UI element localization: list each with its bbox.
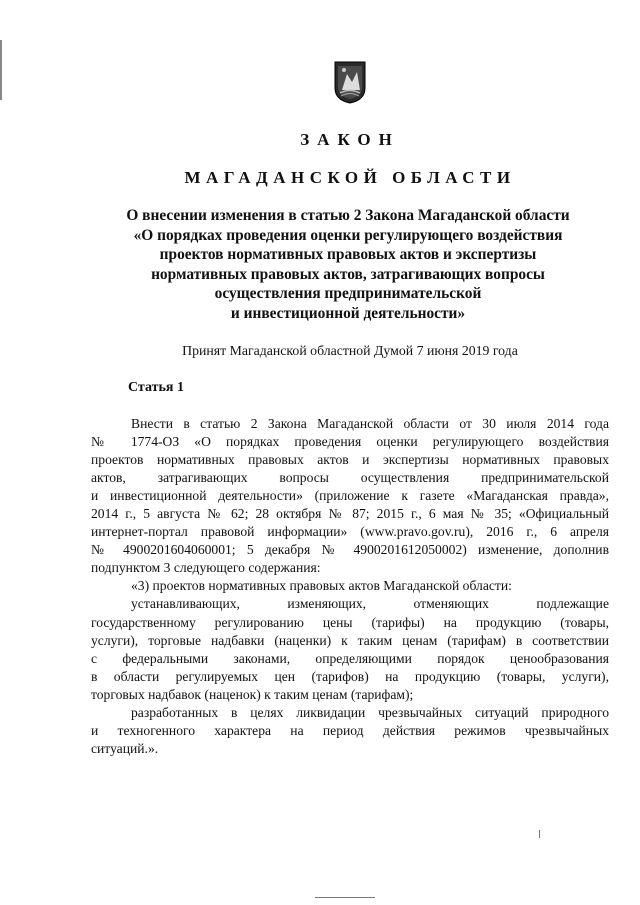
subject-line: «О порядках проведения оценки регулирующего воздействия bbox=[133, 226, 563, 244]
body-line: проектов нормативных правовых актов и экспертизы нормативных правовых bbox=[91, 452, 609, 468]
body-line: и техногенного характера на период действия режимов чрезвычайных bbox=[91, 722, 609, 738]
coat-of-arms-icon bbox=[333, 60, 367, 104]
document-type-title: ЗАКОН bbox=[300, 130, 400, 149]
body-line: в области регулируемых цен (тарифов) на продукцию (товары, услуги), bbox=[91, 668, 609, 684]
subject-line: осуществления предпринимательской bbox=[214, 285, 482, 303]
body-line: устанавливающих, изменяющих, отменяющих подлежащие bbox=[131, 596, 609, 612]
body-line: № 4900201604060001; 5 декабря № 4900201612050002) изменение, дополнив bbox=[91, 542, 609, 558]
subject-line: проектов нормативных правовых актов и экспертизы bbox=[159, 246, 537, 264]
scan-artifact bbox=[539, 830, 540, 838]
subject-line: и инвестиционной деятельности» bbox=[230, 304, 466, 322]
subject-line: нормативных правовых актов, затрагивающих вопросы bbox=[151, 265, 545, 283]
body-line: 2014 г., 5 августа № 62; 28 октября № 87; 2015 г., 6 мая № 35; «Официальный bbox=[91, 506, 609, 522]
article-body bbox=[91, 415, 609, 758]
scan-artifact bbox=[315, 897, 375, 898]
body-line: и инвестиционной деятельности» (приложение к газете «Магаданская правда», bbox=[91, 488, 609, 504]
body-line: интернет-портал правовой информации» (www.pravo.gov.ru), 2016 г., 6 апреля bbox=[91, 524, 609, 540]
body-line: Внести в статью 2 Закона Магаданской области от 30 июля 2014 года bbox=[131, 416, 609, 431]
body-line: услуги), торговые надбавки (наценки) к таким ценам (тарифам) в соответствии bbox=[91, 632, 609, 648]
body-line: ситуаций.». bbox=[91, 740, 159, 756]
region-title: МАГАДАНСКОЙ ОБЛАСТИ bbox=[184, 168, 516, 187]
scan-artifact bbox=[0, 40, 2, 100]
body-line: подпунктом 3 следующего содержания: bbox=[91, 560, 321, 576]
body-line: № 1774-ОЗ «О порядках проведения оценки регулирующего воздействия bbox=[91, 434, 609, 450]
article-title: Статья 1 bbox=[128, 380, 184, 395]
subject-line: О внесении изменения в статью 2 Закона Магаданской области bbox=[126, 207, 570, 224]
law-subject bbox=[88, 206, 608, 324]
body-line: торговых надбавок (наценок) к таким ценам (тарифам); bbox=[91, 686, 414, 702]
body-line: разработанных в целях ликвидации чрезвычайных ситуаций природного bbox=[131, 704, 609, 720]
body-line: «3) проектов нормативных правовых актов Магаданской области: bbox=[131, 578, 512, 594]
body-line: с федеральными законами, определяющими порядок ценообразования bbox=[91, 650, 609, 666]
body-line: актов, затрагивающих вопросы осуществления предпринимательской bbox=[91, 470, 609, 486]
adoption-note: Принят Магаданской областной Думой 7 июня 2019 года bbox=[182, 343, 518, 358]
body-line: государственному регулированию цены (тарифы) на продукцию (товары, bbox=[91, 614, 609, 630]
